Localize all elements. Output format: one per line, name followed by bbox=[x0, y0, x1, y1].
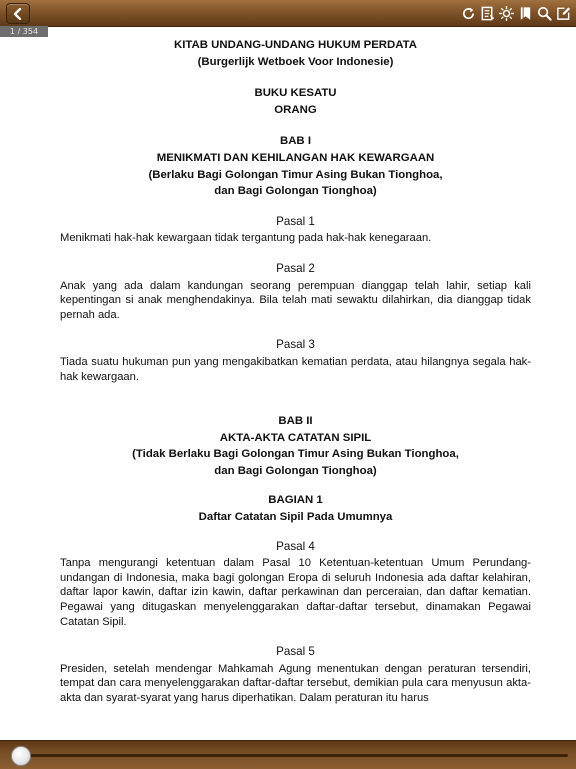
edit-icon bbox=[556, 6, 571, 21]
pasal2-label: Pasal 2 bbox=[276, 261, 315, 275]
chevron-left-icon bbox=[13, 8, 23, 20]
toolbar-icons bbox=[460, 4, 572, 22]
page-slider-thumb[interactable] bbox=[11, 746, 31, 766]
document-page bbox=[60, 38, 531, 706]
bagian1-title: Daftar Catatan Sipil Pada Umumnya bbox=[198, 511, 393, 524]
bab1-subtitle-line2: dan Bagi Golongan Tionghoa) bbox=[214, 185, 377, 198]
bab1-title: MENIKMATI DAN KEHILANGAN HAK KEWARGAAN bbox=[156, 151, 435, 164]
bab2-heading: BAB II bbox=[278, 415, 313, 428]
pasal3-text: Tiada suatu hukuman pun yang mengakibatkan kematian perdata, atau hilangnya segala hak- hak kewargaan. bbox=[60, 355, 531, 383]
back-button[interactable] bbox=[6, 3, 30, 24]
bookmark-icon bbox=[518, 6, 533, 21]
bab2-title: AKTA-AKTA CATATAN SIPIL bbox=[219, 431, 372, 444]
bab1-heading: BAB I bbox=[279, 135, 311, 148]
pasal2-text: Anak yang ada dalam kandungan seorang perempuan dianggap telah lahir, setiap kali kepentingan si anak menghendakinya. Bila telah mati sewaktu dilahirkan, dia dianggap tidak pernah ada. bbox=[60, 279, 531, 321]
document-subtitle: (Burgerlijk Wetboek Voor Indonesie) bbox=[197, 55, 394, 68]
bab2-subtitle-line2: dan Bagi Golongan Tionghoa) bbox=[214, 464, 377, 477]
pasal5-label: Pasal 5 bbox=[276, 645, 315, 659]
notes-button[interactable] bbox=[479, 4, 496, 22]
brightness-button[interactable] bbox=[498, 4, 515, 22]
pasal1-text: Menikmati hak-hak kewargaan tidak tergantung pada hak-hak kenegaraan. bbox=[60, 232, 432, 245]
bagian1-heading: BAGIAN 1 bbox=[268, 494, 323, 507]
bab1-subtitle-line1: (Berlaku Bagi Golongan Timur Asing Bukan Tionghoa, bbox=[148, 168, 443, 181]
refresh-button[interactable] bbox=[460, 4, 477, 22]
search-icon bbox=[537, 6, 552, 21]
top-toolbar bbox=[0, 0, 576, 27]
pasal3-label: Pasal 3 bbox=[276, 338, 315, 352]
bottom-toolbar bbox=[0, 740, 576, 769]
bab2-subtitle-line1: (Tidak Berlaku Bagi Golongan Timur Asing Bukan Tionghoa, bbox=[132, 448, 459, 461]
refresh-icon bbox=[461, 6, 476, 21]
notes-icon bbox=[480, 6, 495, 21]
pasal4-text: Tanpa mengurangi ketentuan dalam Pasal 10 Ketentuan-ketentuan Umum Perundang-undangan di Indonesia, maka bagi golongan Eropa di seluruh Indonesia ada daftar kelahiran, daftar lapor kawin, daftar izin kawin, daftar perkawinan dan perceraian, dan daftar kematian. Pegawai yang ditugaskan menyelenggarakan daftar-daftar tersebut, dinamakan Pegawai Catatan Sipil. bbox=[60, 557, 531, 628]
page-counter: 1 / 354 bbox=[0, 26, 48, 37]
book-title: ORANG bbox=[274, 103, 317, 116]
page-slider[interactable] bbox=[12, 754, 568, 757]
book-heading: BUKU KESATU bbox=[254, 87, 337, 100]
pasal1-label: Pasal 1 bbox=[276, 214, 315, 228]
edit-button[interactable] bbox=[555, 4, 572, 22]
document-title: KITAB UNDANG-UNDANG HUKUM PERDATA bbox=[174, 39, 417, 51]
search-button[interactable] bbox=[536, 4, 553, 22]
pasal5-text: Presiden, setelah mendengar Mahkamah Agung menentukan dengan peraturan tersendiri, tempat dan cara menyelenggarakan daftar-daftar tersebut, demikian pula cara menyusun akta- akta dan syarat-syarat yang harus diperhatikan. Dalam peraturan itu harus bbox=[60, 662, 531, 704]
pasal4-label: Pasal 4 bbox=[276, 539, 315, 553]
brightness-icon bbox=[499, 6, 514, 21]
bookmark-button[interactable] bbox=[517, 4, 534, 22]
